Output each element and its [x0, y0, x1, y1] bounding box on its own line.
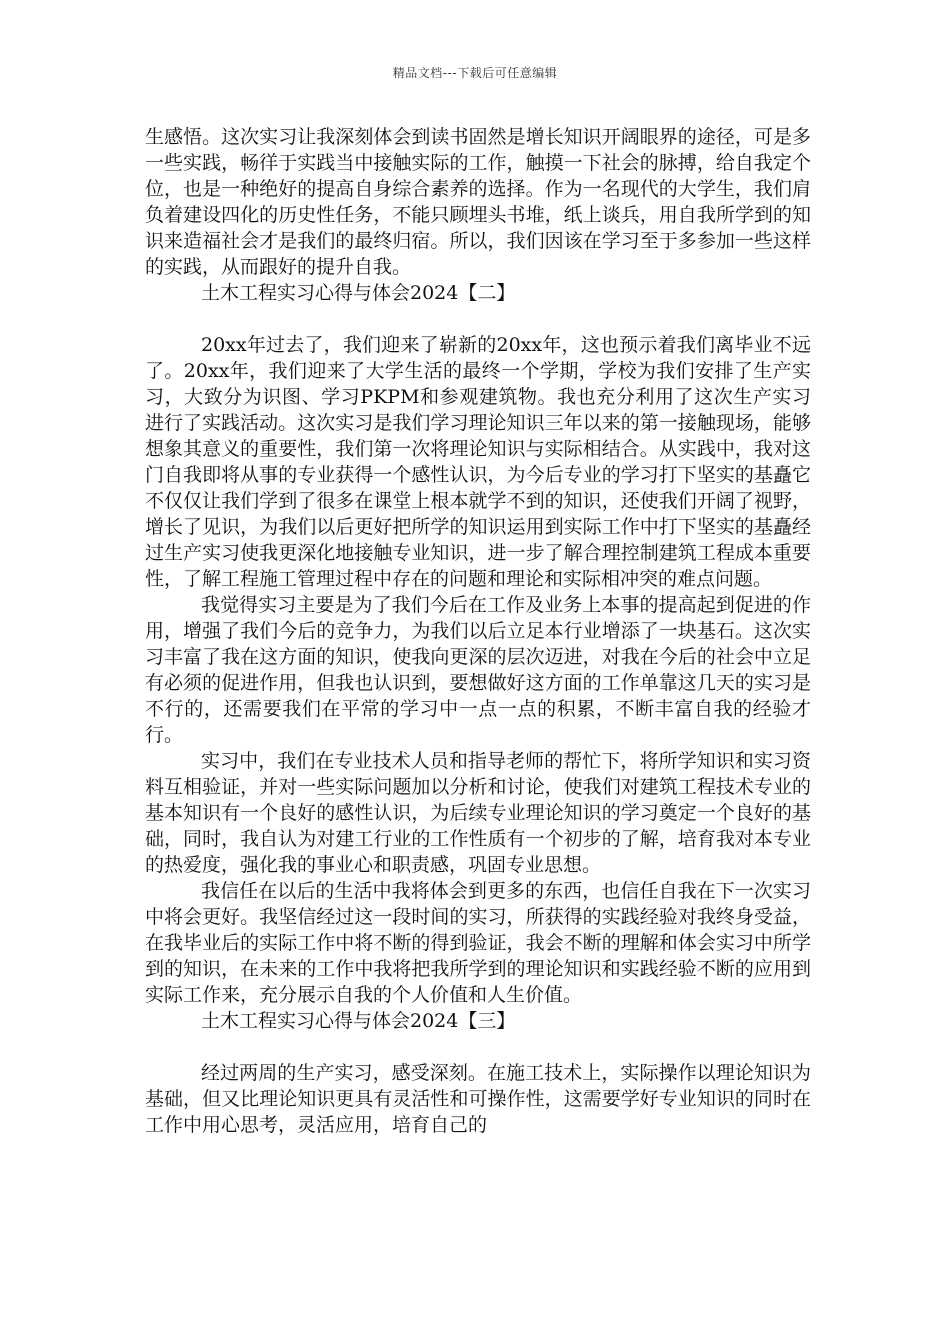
paragraph: 我信任在以后的生活中我将体会到更多的东西，也信任自我在下一次实习中将会更好。我坚信经过这一段时间的实习，所获得的实践经验对我终身受益，在我毕业后的实际工作中将不断的得到验证，我会不断的理解和体会实习中所学到的知识，在未来的工作中我将把我所学到的理论知识和实践经验不断的应用到实际工作来，充分展示自我的个人价值和人生价值。	[145, 880, 811, 1006]
document-body	[145, 124, 811, 1138]
section-heading-2: 土木工程实习心得与体会2024【二】	[201, 282, 516, 304]
paragraph-continuation: 生感悟。这次实习让我深刻体会到读书固然是增长知识开阔眼界的途径，可是多一些实践，畅徉于实践当中接触实际的工作，触摸一下社会的脉搏，给自我定个位，也是一种绝好的提高自身综合素养的选择。作为一名现代的大学生，我们肩负着建设四化的历史性任务，不能只顾埋头书堆，纸上谈兵，用自我所学到的知识来造福社会才是我们的最终归宿。所以，我们因该在学习至于多参加一些这样的实践，从而跟好的提升自我。	[145, 126, 811, 278]
paragraph: 20xx年过去了，我们迎来了崭新的20xx年，这也预示着我们离毕业不远了。20xx年，我们迎来了大学生活的最终一个学期，学校为我们安排了生产实习，大致分为识图、学习PKPM和参观建筑物。我也充分利用了这次生产实习进行了实践活动。这次实习是我们学习理论知识三年以来的第一接触现场，能够想象其意义的重要性，我们第一次将理论知识与实际相结合。从实践中，我对这门自我即将从事的专业获得一个感性认识，为今后专业的学习打下坚实的基矗它不仅仅让我们学到了很多在课堂上根本就学不到的知识，还使我们开阔了视野，增长了见识，为我们以后更好把所学的知识运用到实际工作中打下坚实的基矗经过生产实习使我更深化地接触专业知识，进一步了解合理控制建筑工程成本重要性，了解工程施工管理过程中存在的问题和理论和实际相冲突的难点问题。	[145, 334, 811, 590]
blank-line	[145, 306, 811, 332]
blank-line	[145, 1034, 811, 1060]
section-heading-3: 土木工程实习心得与体会2024【三】	[201, 1010, 516, 1032]
paragraph: 实习中，我们在专业技术人员和指导老师的帮忙下，将所学知识和实习资料互相验证，并对一些实际问题加以分析和讨论，使我们对建筑工程技术专业的基本知识有一个良好的感性认识，为后续专业理论知识的学习奠定一个良好的基础，同时，我自认为对建工行业的工作性质有一个初步的了解，培育我对本专业的热爱度，强化我的事业心和职责感，巩固专业思想。	[145, 750, 811, 876]
paragraph: 我觉得实习主要是为了我们今后在工作及业务上本事的提高起到促进的作用，增强了我们今后的竞争力，为我们以后立足本行业增添了一块基石。这次实习丰富了我在这方面的知识，使我向更深的层次迈进，对我在今后的社会中立足有必须的促进作用，但我也认识到，要想做好这方面的工作单靠这几天的实习是不行的，还需要我们在平常的学习中一点一点的积累，不断丰富自我的经验才行。	[145, 594, 811, 746]
paragraph: 经过两周的生产实习，感受深刻。在施工技术上，实际操作以理论知识为基础，但又比理论知识更具有灵活性和可操作性，这需要学好专业知识的同时在工作中用心思考，灵活应用，培育自己的	[145, 1062, 811, 1136]
page-header: 精品文档---下载后可任意编辑	[392, 66, 558, 80]
